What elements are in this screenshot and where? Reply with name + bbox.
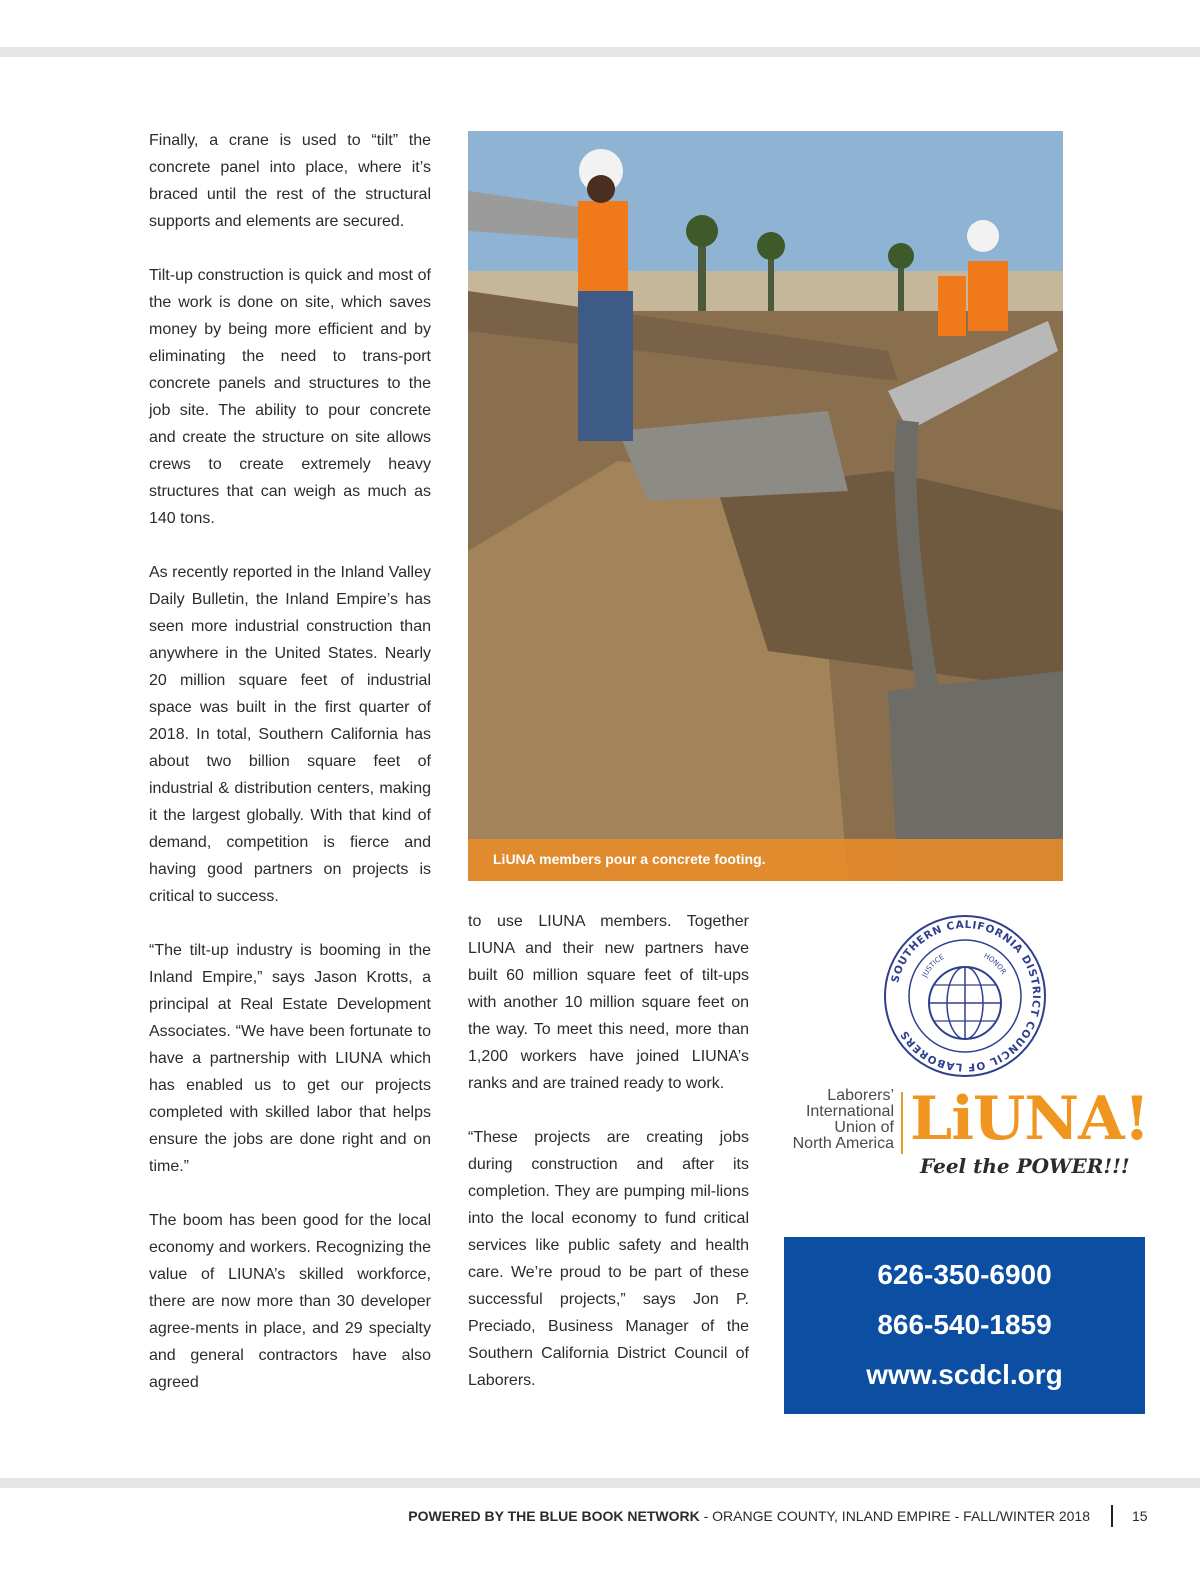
paragraph: Finally, a crane is used to “tilt” the concrete panel into place, where it’s braced until the rest of the structural supports and elements are secured. [149,132,431,230]
construction-photo [468,131,1063,881]
globe-seal-icon [882,913,1048,1079]
page-footer [408,1508,1090,1524]
construction-photo-illustration [468,131,1063,881]
seal-justice-text: JUSTICE [920,952,946,979]
phone-number-1: 626-350-6900 [877,1259,1052,1290]
bottom-band [0,1478,1200,1488]
article-column-left [149,127,431,1396]
phone-number-2: 866-540-1859 [877,1309,1052,1340]
paragraph: Tilt-up construction is quick and most of the work is done on site, which saves money by being more efficient and by eliminating the need to trans-port concrete panels and structures to the job site. The ability to pour concrete and create the structure on site allows crews to create extremely heavy structures that can weigh as much as 140 tons. [149,267,431,527]
top-band [0,47,1200,57]
article-column-right [468,908,749,1394]
paragraph: The boom has been good for the local economy and workers. Recognizing the value of LIUNA’s skilled workforce, there are now more than 30 developer agree-ments in place, and 29 specialty and general contractors have also agreed [149,1212,431,1391]
paragraph: “These projects are creating jobs during construction and after its completion. They are pumping mil-lions into the local economy to fund critical services like public safety and health care. We’re proud to be part of these successful projects,” says Jon P. Preciado, Business Manager of the Southern California District Council of Laborers. [468,1129,749,1389]
liuna-org-name [774,1088,894,1152]
liuna-wordmark: LiUNA! [910,1084,1150,1154]
seal-honor-text: HONOR [982,951,1008,976]
footer-brand: POWERED BY THE BLUE BOOK NETWORK [408,1508,700,1524]
contact-box [784,1237,1145,1414]
seal-outer-text: SOUTHERN CALIFORNIA DISTRICT COUNCIL OF LABORERS [889,918,1043,1074]
page-number: 15 [1132,1508,1148,1524]
website-link[interactable]: www.scdcl.org [866,1359,1063,1390]
paragraph: As recently reported in the Inland Valley Daily Bulletin, the Inland Empire’s has seen more industrial construction than anywhere in the United States. Nearly 20 million square feet of industrial space was built in the first quarter of 2018. In total, Southern California has about two billion square feet of industrial & distribution centers, making it the largest globally. With that kind of demand, competition is fierce and having good partners on projects is critical to success. [149,564,431,905]
liuna-line: Laborers’ [827,1087,894,1104]
paragraph: “The tilt-up industry is booming in the Inland Empire,” says Jason Krotts, a principal at Real Estate Development Associates. “We have been fortunate to have a partnership with LIUNA which has enabled us to get our projects completed with skilled labor that helps ensure the jobs are done right and on time.” [149,942,431,1175]
district-council-seal [882,913,1048,1079]
liuna-tagline: Feel the POWER!!! [920,1154,1130,1178]
liuna-line: International [805,1103,894,1120]
photo-caption-banner [468,839,1063,881]
paragraph: to use LIUNA members. Together LIUNA and their new partners have built 60 million square feet of tilt-ups with another 10 million square feet on the way. To meet this need, more than 1,200 workers have joined LIUNA’s ranks and are trained ready to work. [468,913,749,1092]
footer-divider [1111,1505,1113,1527]
liuna-divider [901,1092,903,1154]
footer-edition: - ORANGE COUNTY, INLAND EMPIRE - FALL/WINTER 2018 [699,1508,1090,1524]
liuna-line: Union of [834,1119,894,1136]
photo-caption: LiUNA members pour a concrete footing. [493,851,766,867]
liuna-line: North America [792,1135,894,1152]
liuna-logo [786,1084,1150,1188]
